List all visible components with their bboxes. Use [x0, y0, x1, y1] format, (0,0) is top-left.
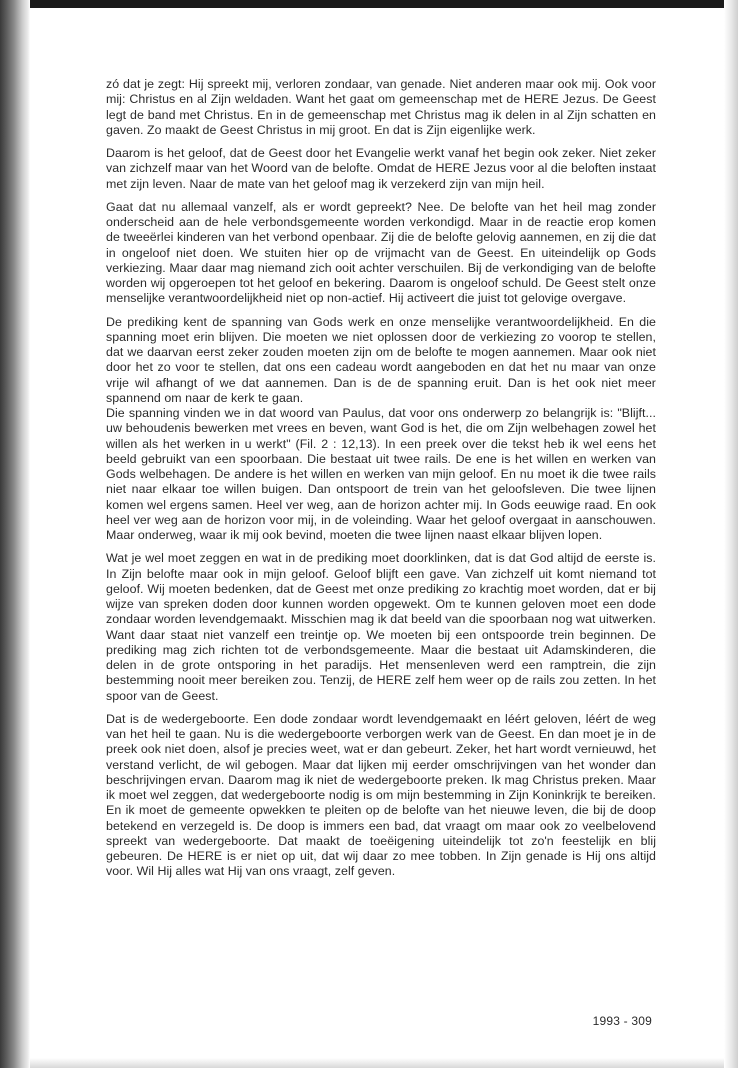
scan-edge-top: [0, 0, 738, 8]
page-number: 1993 - 309: [592, 1014, 652, 1028]
paragraph-2: Daarom is het geloof, dat de Geest door het Evangelie werkt vanaf het begin ook zeker. Niet zeker van zichzelf maar van het Woord van de belofte. Omdat de HERE Jezus voor al die beloften instaat met zijn leven. Naar de mate van het geloof mag ik verzekerd zijn van mijn heil.: [106, 146, 656, 191]
page-body: [106, 77, 656, 888]
paragraph-3: Gaat dat nu allemaal vanzelf, als er wordt gepreekt? Nee. De belofte van het heil mag zonder onderscheid aan de hele verbondsgemeente worden verkondigd. Maar in de reactie erop komen de tweeërlei kinderen van het verbond openbaar. Zij die de belofte gelovig aannemen, en zij die dat in ongeloof niet doen. We stuiten hier op de vrijmacht van de Geest. En uiteindelijk op Gods verkiezing. Maar daar mag niemand zich ooit achter verschuilen. Bij de verkondiging van de belofte worden wij opgeroepen tot het geloof en bekering. Daarom is ongeloof schuld. De Geest stelt onze menselijke verantwoordelijkheid niet op non-actief. Hij activeert die juist tot gelovige overgave.: [106, 199, 656, 306]
paragraph-6: Wat je wel moet zeggen en wat in de prediking moet doorklinken, dat is dat God altijd de eerste is. In Zijn belofte maar ook in mijn geloof. Geloof blijft een gave. Van zichzelf uit komt niemand tot geloof. Wij moeten bedenken, dat de Geest met onze prediking zo krachtig moet worden, dat er bij wijze van spreken doden door kunnen worden opgewekt. Om te kunnen geloven moet een dode zondaar worden levendgemaakt. Misschien mag ik dat beeld van die spoorbaan nog wat uitwerken. Want daar staat niet vanzelf een treintje op. We moeten bij een ontspoorde trein beginnen. De prediking mag zich richten tot de verbondsgemeente. Maar die bestaat uit Adamskinderen, die delen in de grote ontsporing in het paradijs. Het mensenleven werd een ramptrein, die zijn bestemming nooit meer bereiken zou. Tenzij, de HERE zelf hem weer op de rails zou zetten. In het spoor van de Geest.: [106, 551, 656, 703]
paragraph-5: Die spanning vinden we in dat woord van Paulus, dat voor ons onderwerp zo belangrijk is: "Blijft... uw behoudenis bewerken met vrees en beven, want God is het, die om Zijn welbehagen zowel het willen als het werken in u werkt" (Fil. 2 : 12,13). In een preek over die tekst heb ik wel eens het beeld gebruikt van een spoorbaan. Die bestaat uit twee rails. De ene is het willen en werken van Gods welbehagen. De andere is het willen en werken van mijn geloof. En nu moet ik die twee rails niet naar elkaar toe willen buigen. Dan ontspoort de trein van het geloofsleven. Die twee lijnen komen wel ergens samen. Heel ver weg, aan de horizon achter mij. In Gods eeuwige raad. En ook heel ver weg aan de horizon voor mij, in de voleinding. Waar het geloof overgaat in aanschouwen. Maar onderweg, waar ik mij ook bevind, moeten die twee lijnen naast elkaar blijven lopen.: [106, 406, 656, 542]
paragraph-1: zó dat je zegt: Hij spreekt mij, verloren zondaar, van genade. Niet anderen maar ook mij. Ook voor mij: Christus en al Zijn weldaden. Want het gaat om gemeenschap met de HERE Jezus. De Geest legt de band met Christus. En in de gemeenschap met Christus mag ik delen in al Zijn schatten en gaven. Zo maakt de Geest Christus in mij groot. En dat is Zijn eigenlijke werk.: [106, 77, 656, 137]
paragraph-7: Dat is de wedergeboorte. Een dode zondaar wordt levendgemaakt en léért geloven, léért de weg van het heil te gaan. Nu is die wedergeboorte verborgen werk van de Geest. En dan moet je in de preek ook niet doen, alsof je precies weet, wat er dan gebeurt. Zeker, het hart wordt vernieuwd, het verstand verlicht, de wil gebogen. Maar dat lijken mij eerder omschrijvingen van het wonder dan beschrijvingen ervan. Daarom mag ik niet de wedergeboorte preken. Ik mag Christus preken. Maar ik moet wel zeggen, dat wedergeboorte nodig is om mijn bestemming in Zijn Koninkrijk te bereiken. En ik moet de gemeente opwekken te pleiten op de belofte van het nieuwe leven, die bij de doop betekend en verzegeld is. De doop is immers een bad, dat vraagt om maar ook zo veelbelovend spreekt van wedergeboorte. Dat maakt de toeëigening uiteindelijk tot zo'n feestelijk en blij gebeuren. De HERE is er niet op uit, dat wij daar zo mee tobben. In Zijn genade is Hij ons altijd voor. Wil Hij alles wat Hij van ons vraagt, zelf geven.: [106, 711, 656, 879]
paragraph-4: De prediking kent de spanning van Gods werk en onze menselijke verantwoordelijkheid. En die spanning moet erin blijven. Die moeten we niet oplossen door de verkiezing zo voorop te stellen, dat we daarvan eerst zeker zouden moeten zijn om de belofte te mogen aannemen. Maar ook niet door het zo voor te stellen, dat ons een cadeau wordt aangeboden en dat het nu maar van onze vrije wil afhangt of we dat aannemen. Dan is de de spanning eruit. Dan is het ook niet meer spannend om naar de kerk te gaan.: [106, 314, 656, 405]
scan-edge-right: [724, 0, 738, 1068]
scan-edge-bottom: [30, 1058, 724, 1068]
scan-edge-left: [0, 0, 30, 1068]
